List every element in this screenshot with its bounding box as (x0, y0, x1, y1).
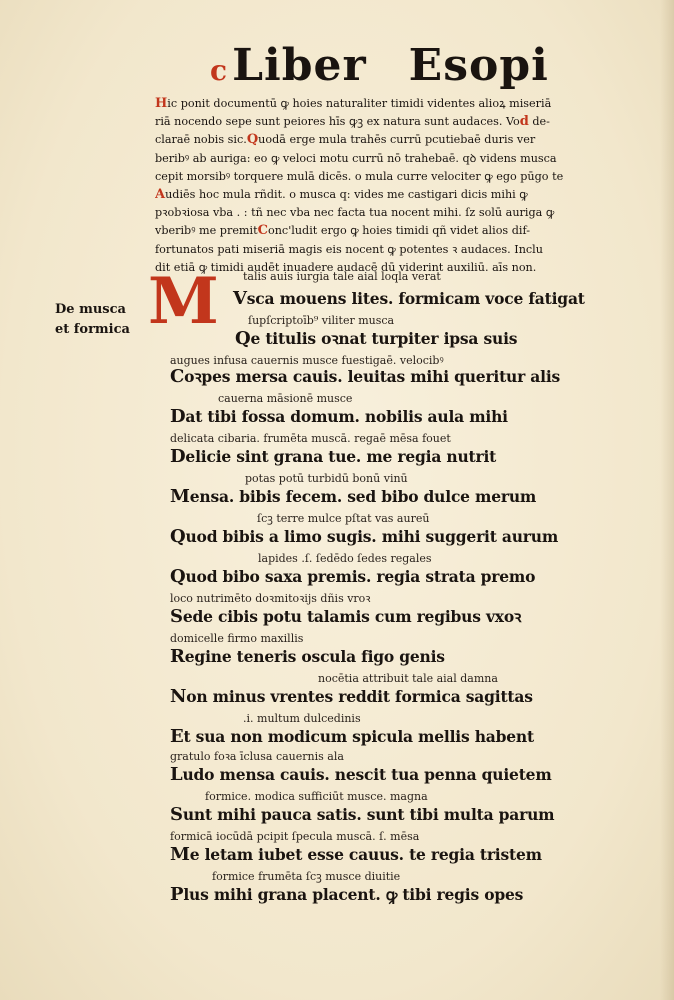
gloss-text: potas potū turbidū bonū vinū (245, 472, 408, 485)
verse-line (170, 688, 533, 706)
verse-capital: Q (235, 328, 251, 349)
interlinear-gloss (205, 790, 428, 804)
prose-text: udiēs hoc mula rñdit. o musca q: vides me castigari dicis mihi ꝙ (165, 188, 528, 202)
gloss-text: gratulo foꝛa īclusa cauernis ala (170, 750, 344, 763)
verse-text: uod bibis a limo sugis. mihi suggerit aurum (185, 527, 559, 546)
prose-line (155, 131, 655, 149)
verse-line (170, 368, 560, 386)
prose-line (155, 222, 655, 240)
verse-text: udo mensa cauis. nescit tua penna quietem (182, 765, 552, 784)
margin-note-line: et formica (55, 322, 130, 337)
interlinear-gloss (170, 592, 371, 606)
verse-capital: E (170, 726, 184, 747)
verse-capital: S (170, 606, 183, 627)
verse-line (170, 728, 534, 746)
gloss-text: .i. multum dulcedinis (243, 712, 361, 725)
margin-note (55, 300, 145, 340)
prose-line (155, 168, 655, 186)
prose-line (155, 95, 655, 113)
gloss-text: delicata cibaria. frumēta muscā. regaē mēsa fouet (170, 432, 451, 445)
prose-line (155, 204, 655, 222)
interlinear-gloss (170, 354, 444, 368)
verse-line (235, 330, 517, 348)
verse-text: ensa. bibis fecem. sed bibo dulce merum (189, 487, 537, 506)
verse-text: unt mihi pauca satis. sunt tibi multa parum (182, 805, 555, 824)
interlinear-gloss (245, 472, 408, 486)
title-word-liber: Liber (232, 40, 367, 91)
interlinear-gloss (170, 830, 419, 844)
verse-capital: D (170, 446, 186, 467)
verse-capital: L (170, 764, 183, 785)
verse-line (170, 408, 508, 426)
title-word-esopi: Esopi (408, 40, 549, 91)
rubric-letter: Q (246, 132, 259, 148)
interlinear-gloss (243, 712, 361, 726)
interlinear-gloss (248, 314, 394, 328)
verse-text: oꝛpes mersa cauis. leuitas mihi queritur alis (184, 367, 561, 386)
verse-capital: Q (170, 526, 186, 547)
prose-text: ic ponit documentū ꝙ hoies naturaliter timidi videntes alioꝝ miseriā (167, 97, 552, 110)
gloss-text: ſupſcriptoīb⁹ viliter musca (248, 314, 395, 327)
verse-text: on minus vrentes reddit formica sagittas (186, 687, 533, 706)
prose-line (155, 150, 655, 168)
page-edge-shadow (660, 0, 674, 1000)
title-rubric-mark: c (210, 54, 229, 87)
prose-text: dit etiā ꝙ timidi audēt inuadere audacē dū viderint auxiliū. aīs non. (155, 260, 537, 274)
rubric-letter: H (155, 96, 168, 111)
verse-capital: N (170, 686, 187, 707)
prose-paragraph (155, 95, 655, 277)
gloss-text: ſcꝫ terre mulce pſtat vas aureū (257, 512, 430, 525)
verse-line (170, 846, 542, 864)
verse-line (170, 448, 496, 466)
interlinear-gloss (257, 512, 429, 526)
interlinear-gloss (170, 432, 451, 446)
prose-text: vberibꝰ me premit (155, 224, 258, 238)
prose-line (155, 241, 655, 259)
interlinear-gloss (170, 750, 344, 764)
gloss-text: nocētia attribuit tale aial damna (318, 672, 498, 685)
prose-line (155, 113, 655, 131)
verse-line (170, 488, 536, 506)
verse-capital: Q (170, 566, 186, 587)
prose-text: pꝛobꝛiosa vba . : tñ nec vba nec facta tua nocent mihi. ſz solū auriga ꝙ (155, 206, 555, 220)
verse-capital: S (170, 804, 183, 825)
verse-capital: V (233, 288, 247, 309)
verse-text: egine teneris oscula figo genis (184, 647, 445, 666)
verse-line (170, 568, 535, 586)
prose-text: claraē nobis sic. (155, 133, 247, 147)
verse-text: lus mihi grana placent. ꝙ tibi regis opes (183, 885, 524, 904)
rubric-letter: d (519, 114, 529, 130)
verse-capital: D (170, 406, 186, 427)
interlinear-gloss (170, 632, 303, 646)
prose-text: de- (528, 115, 550, 129)
verse-line (170, 528, 558, 546)
prose-text: uodā erge mula trahēs currū pcutiebaē duris ver (258, 133, 536, 147)
verse-line (170, 886, 523, 904)
gloss-text: formicā iocūdā pcipit ſpecula muscā. ſ. mēsa (170, 830, 420, 843)
verse-capital: P (170, 884, 184, 905)
verse-text: e titulis oꝛnat turpiter ipsa suis (250, 329, 518, 348)
verse-text: e letam iubet esse cauus. te regia tristem (189, 845, 542, 864)
verse-text: sca mouens lites. formicam voce fatigat (246, 289, 585, 308)
gloss-text: cauerna māsionē musce (218, 392, 353, 405)
rubric-letter: A (155, 187, 166, 203)
prose-text: fortunatos pati miseriā magis eis nocent ꝙ potentes ꝛ audaces. Inclu (155, 242, 543, 256)
gloss-text: domicelle firmo maxillis (170, 632, 304, 645)
verse-capital: R (170, 646, 185, 667)
prose-text: beribꝰ ab auriga: eo ꝙ veloci motu currū nō trahebaē. qꝺ videns musca (155, 151, 557, 165)
gloss-text: lapides .ſ. ſedēdo ſedes regales (258, 552, 432, 565)
gloss-text: formice. modica sufficiūt musce. magna (205, 790, 428, 803)
verse-line (233, 290, 585, 308)
gloss-text: augues infusa cauernis musce fuestigaē. velocibꝰ (170, 354, 444, 367)
gloss-text: loco nutrimēto doꝛmitoꝛijs dñis vroꝛ (170, 592, 371, 605)
illuminated-initial: M (148, 264, 219, 339)
gloss-text: talis auis iurgia tale aial loqla verat (243, 270, 441, 283)
prose-line (155, 186, 655, 204)
verse-line (170, 648, 445, 666)
verse-line (170, 806, 554, 824)
rubric-letter: C (257, 223, 268, 239)
verse-capital: M (170, 486, 190, 507)
prose-text: cepit morsibꝰ torquere mulā dicēs. o mula curre velociter ꝙ ego pūgo te (155, 169, 564, 183)
verse-text: ede cibis potu talamis cum regibus vxoꝛ (182, 607, 522, 626)
margin-note-line: De musca (55, 302, 126, 317)
verse-capital: M (170, 844, 190, 865)
prose-text: riā nocendo sepe sunt peiores hīs ꝙꝫ ex natura sunt audaces. Vo (155, 115, 520, 129)
interlinear-gloss (243, 270, 441, 284)
verse-line (170, 766, 552, 784)
interlinear-gloss (258, 552, 432, 566)
verse-text: at tibi fossa domum. nobilis aula mihi (185, 407, 508, 426)
interlinear-gloss (212, 870, 400, 884)
verse-text: t sua non modicum spicula mellis habent (183, 727, 534, 746)
page-title (210, 40, 549, 91)
prose-text: onc'ludit ergo ꝙ hoies timidi qñ videt alios dif- (267, 224, 530, 238)
verse-text: uod bibo saxa premis. regia strata premo (185, 567, 536, 586)
interlinear-gloss (218, 392, 352, 406)
gloss-text: formice frumēta ſcꝫ musce diuitie (212, 870, 401, 883)
verse-line (170, 608, 521, 626)
interlinear-gloss (318, 672, 498, 686)
verse-capital: C (170, 366, 185, 387)
verse-text: elicie sint grana tue. me regia nutrit (185, 447, 497, 466)
